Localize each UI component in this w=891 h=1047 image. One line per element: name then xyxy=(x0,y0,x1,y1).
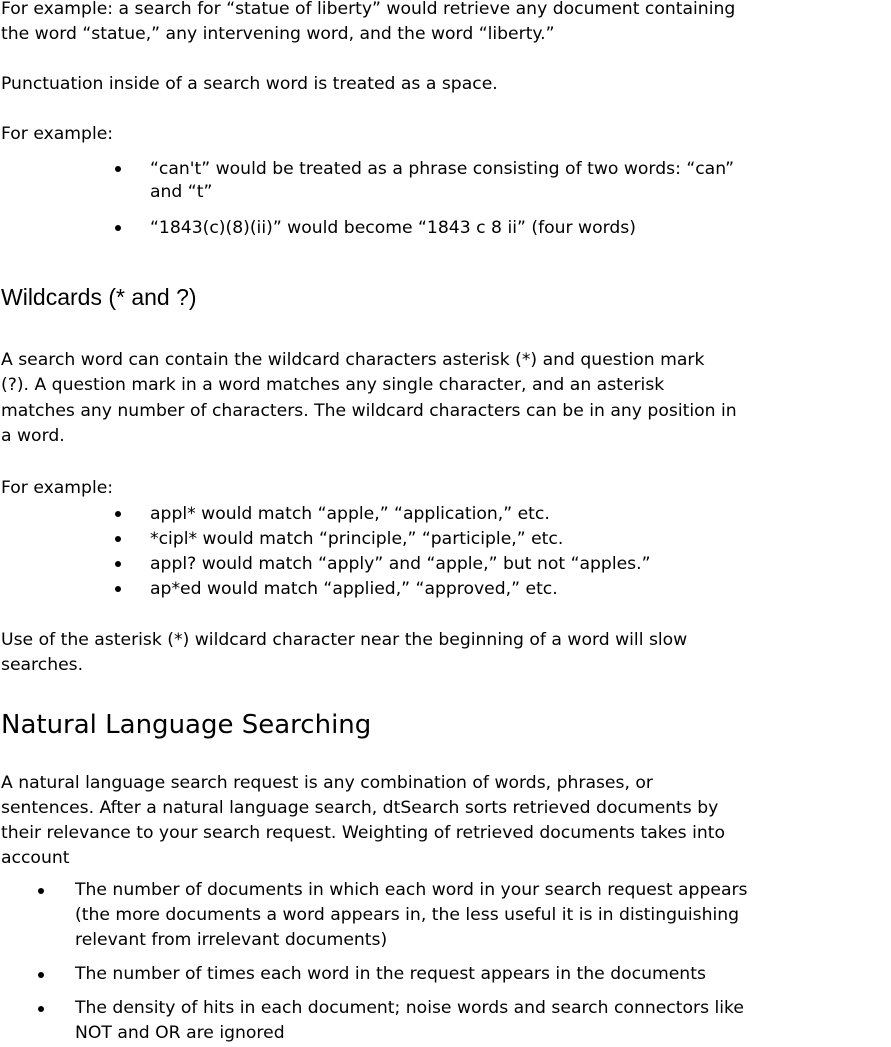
bullet-text: appl* would match “apple,” “application,” etc. xyxy=(150,504,550,524)
natural-para-line-2: sentences. After a natural language search, dtSearch sorts retrieved documents by xyxy=(1,798,719,818)
bullet-icon xyxy=(115,225,121,231)
natural-para-line-4: account xyxy=(1,848,70,868)
bullet-text-line: and “t” xyxy=(150,182,213,202)
punctuation-paragraph: Punctuation inside of a search word is treated as a space. xyxy=(1,74,498,94)
bullet-text: *cipl* would match “principle,” “participle,” etc. xyxy=(150,529,564,549)
natural-para-line-3: their relevance to your search request. Weighting of retrieved documents takes into xyxy=(1,823,726,843)
bullet-text-line: relevant from irrelevant documents) xyxy=(75,930,388,950)
wildcards-note-line-1: Use of the asterisk (*) wildcard character near the beginning of a word will slow xyxy=(1,630,688,650)
list-item xyxy=(112,502,872,527)
bullet-icon xyxy=(38,972,44,978)
natural-language-heading: Natural Language Searching xyxy=(1,710,372,740)
intro-line-2: the word “statue,” any intervening word, and the word “liberty.” xyxy=(1,24,555,44)
bullet-icon xyxy=(115,166,121,172)
list-item xyxy=(112,552,872,577)
bullet-icon xyxy=(38,888,44,894)
bullet-icon xyxy=(115,586,121,592)
list-item xyxy=(112,158,882,204)
wildcards-heading: Wildcards (* and ?) xyxy=(1,284,197,310)
bullet-text-line: “1843(c)(8)(ii)” would become “1843 c 8 ii” (four words) xyxy=(150,218,636,238)
bullet-text: appl? would match “apply” and “apple,” but not “apples.” xyxy=(150,554,651,574)
wildcards-para-line-4: a word. xyxy=(1,426,65,446)
bullet-text-line: The number of documents in which each word in your search request appears xyxy=(75,880,748,900)
bullet-icon xyxy=(115,561,121,567)
wildcards-bullet-list xyxy=(112,502,872,602)
intro-for-example: For example: xyxy=(1,124,114,144)
bullet-text-line: NOT and OR are ignored xyxy=(75,1023,285,1043)
wildcards-for-example: For example: xyxy=(1,478,114,498)
bullet-text: ap*ed would match “applied,” “approved,” etc. xyxy=(150,579,558,599)
list-item xyxy=(112,217,882,240)
list-item xyxy=(112,527,872,552)
bullet-text-line: The density of hits in each document; noise words and search connectors like xyxy=(75,998,744,1018)
wildcards-para-line-1: A search word can contain the wildcard characters asterisk (*) and question mark xyxy=(1,350,705,370)
bullet-text-line: (the more documents a word appears in, the less useful it is in distinguishing xyxy=(75,905,740,925)
natural-para-line-1: A natural language search request is any combination of words, phrases, or xyxy=(1,773,653,793)
natural-bullet-list xyxy=(37,878,891,1046)
wildcards-para-line-3: matches any number of characters. The wildcard characters can be in any position in xyxy=(1,401,737,421)
bullet-icon xyxy=(38,1006,44,1012)
list-item xyxy=(37,878,891,953)
intro-line-1: For example: a search for “statue of liberty” would retrieve any document containing xyxy=(1,0,736,19)
bullet-icon xyxy=(115,511,121,517)
wildcards-note-line-2: searches. xyxy=(1,655,84,675)
wildcards-para-line-2: (?). A question mark in a word matches any single character, and an asterisk xyxy=(1,375,665,395)
list-item xyxy=(112,577,872,602)
list-item xyxy=(37,962,891,987)
intro-bullet-list xyxy=(112,158,882,240)
bullet-text-line: “can't” would be treated as a phrase consisting of two words: “can” xyxy=(150,159,735,179)
bullet-icon xyxy=(115,536,121,542)
list-item xyxy=(37,996,891,1046)
bullet-text-line: The number of times each word in the request appears in the documents xyxy=(75,964,706,984)
